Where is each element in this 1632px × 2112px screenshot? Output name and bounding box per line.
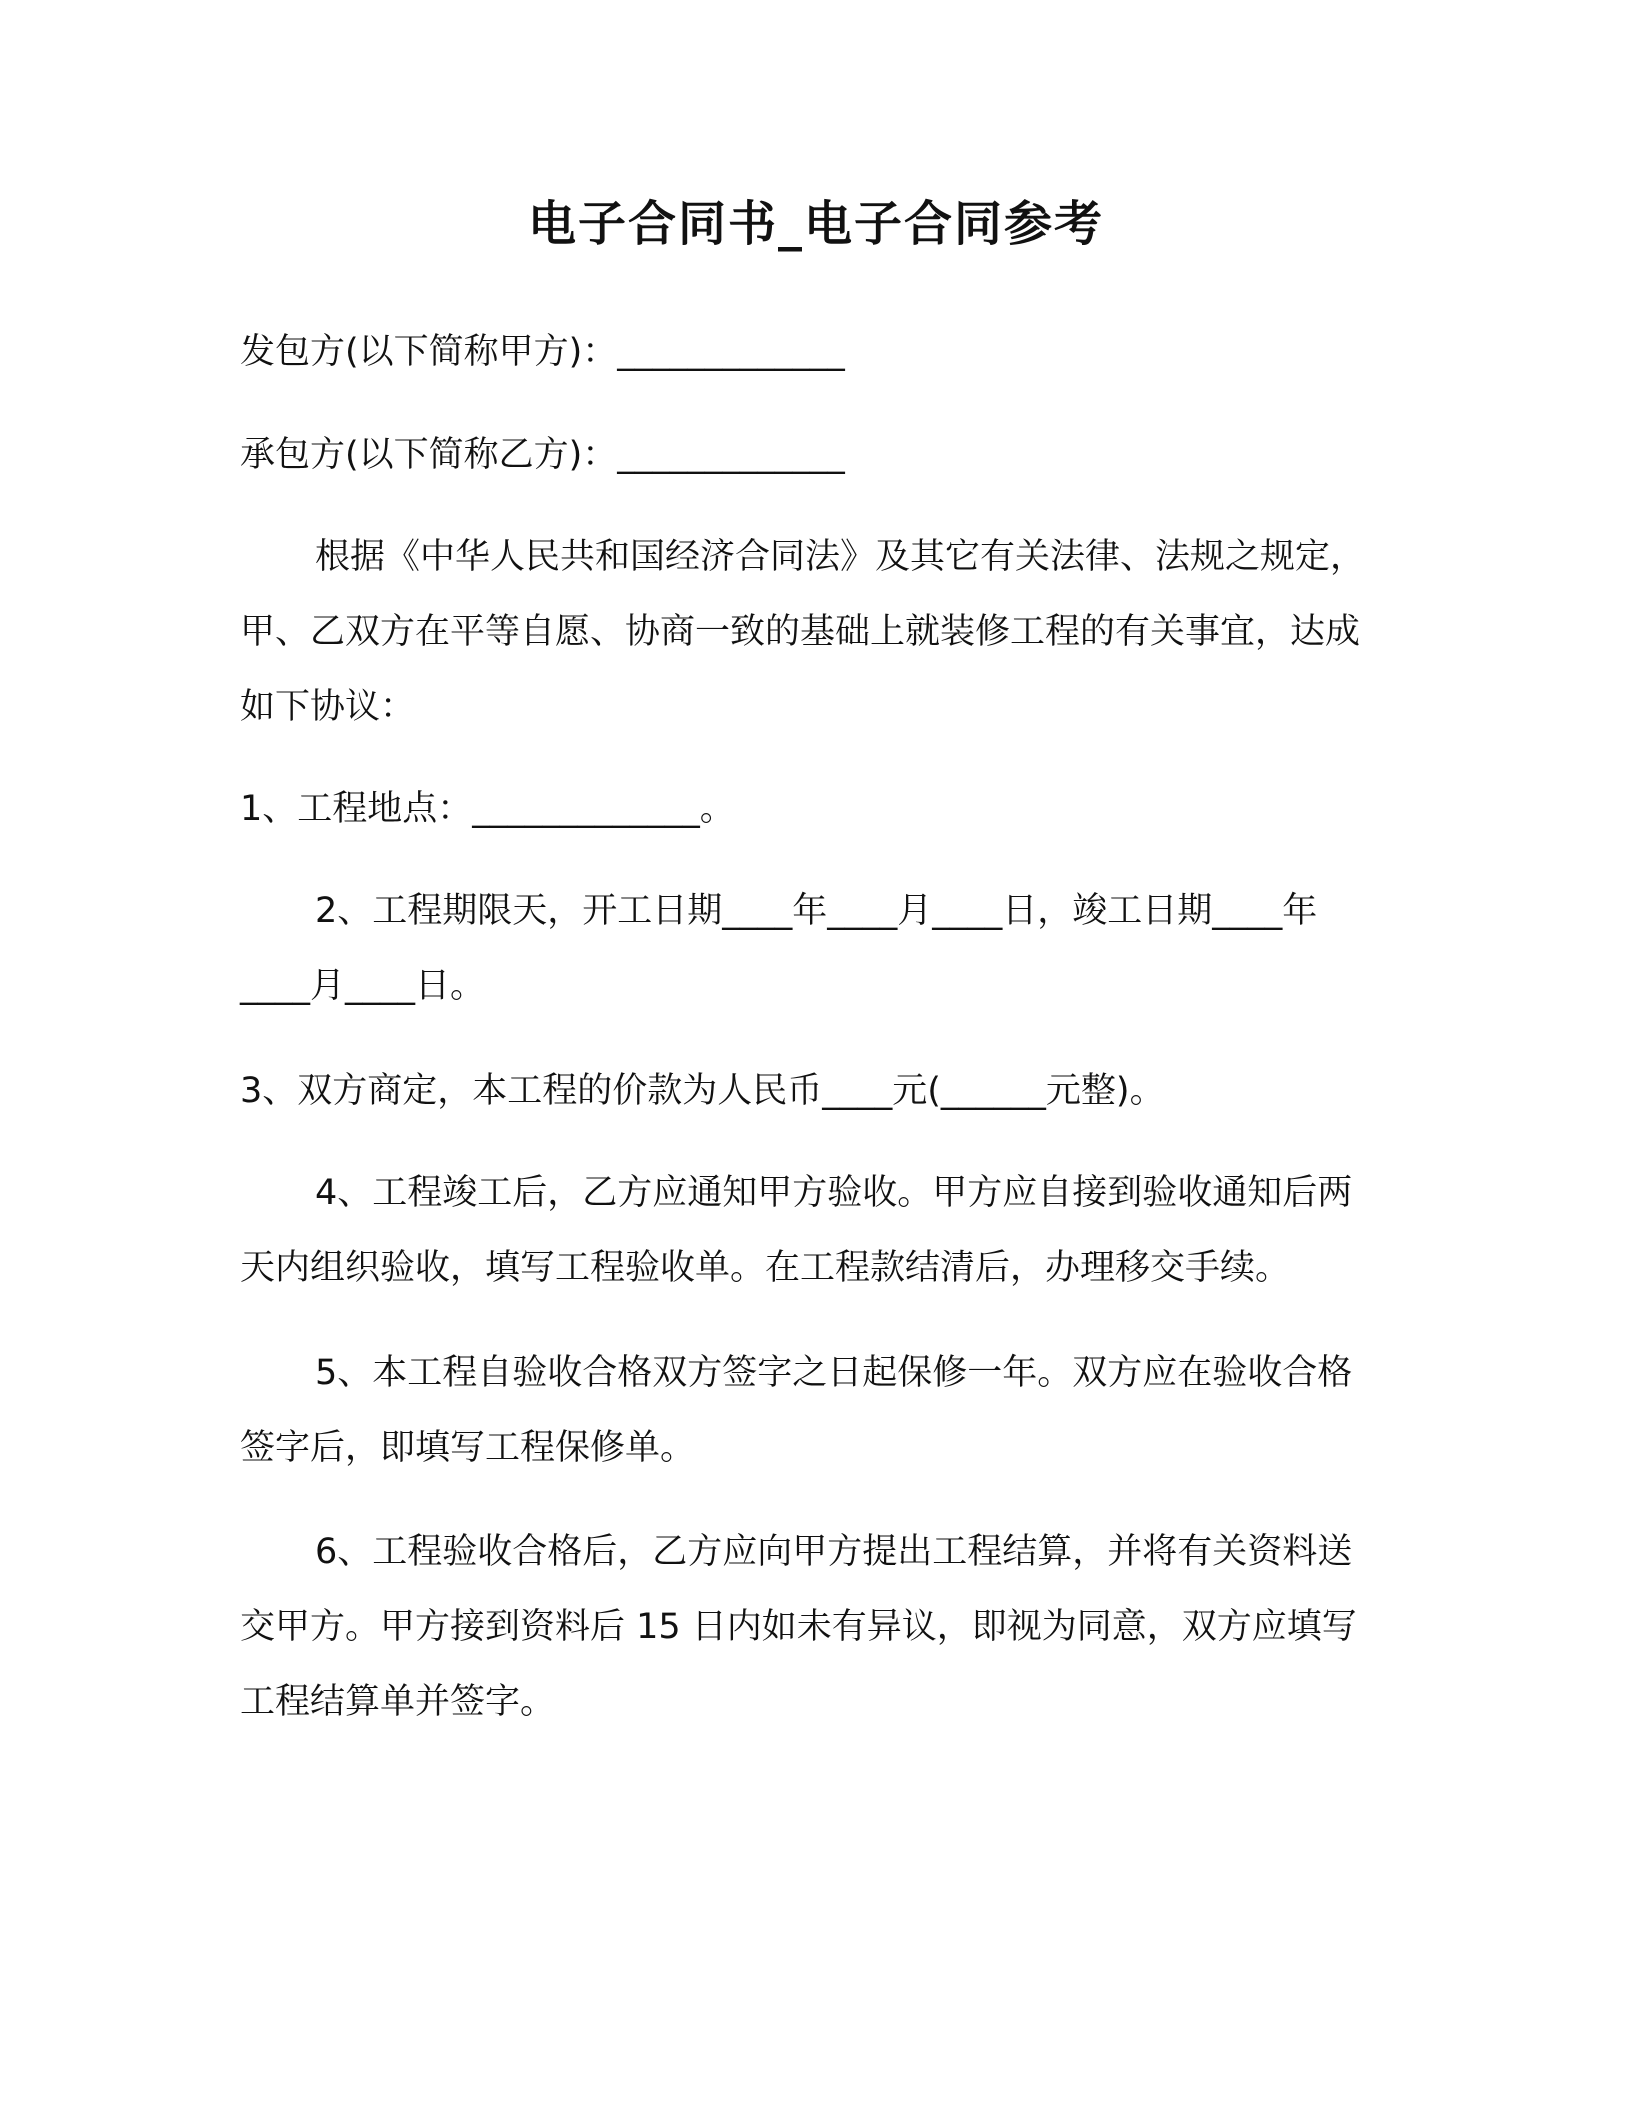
clause-3 [240, 1054, 1380, 1129]
clause-4 [240, 1156, 1380, 1306]
clause-2-text: 2、工程期限天，开工日期____年____月____日，竣工日期____年____月____日。 [240, 891, 1318, 1006]
clause-6 [240, 1515, 1380, 1740]
clause-5 [240, 1336, 1380, 1486]
clause-4-text: 4、工程竣工后，乙方应通知甲方验收。甲方应自接到验收通知后两天内组织验收，填写工程验收单。在工程款结清后，办理移交手续。 [240, 1173, 1353, 1288]
preamble-text: 根据《中华人民共和国经济合同法》及其它有关法律、法规之规定，甲、乙双方在平等自愿、协商一致的基础上就装修工程的有关事宜，达成如下协议： [240, 537, 1366, 727]
clause-5-text: 5、本工程自验收合格双方签字之日起保修一年。双方应在验收合格签字后，即填写工程保修单。 [240, 1353, 1353, 1468]
document-title: 电子合同书_电子合同参考 [527, 196, 1104, 252]
party-b-text: 承包方(以下简称乙方)：_____________ [240, 435, 845, 475]
party-b-line [240, 418, 1380, 493]
clause-1-text: 1、工程地点：_____________。 [240, 789, 735, 829]
clause-2 [240, 874, 1380, 1024]
clause-1 [240, 772, 1380, 847]
preamble-paragraph [240, 520, 1380, 745]
clause-3-text: 3、双方商定，本工程的价款为人民币____元(______元整)。 [240, 1071, 1165, 1111]
clause-6-text: 6、工程验收合格后，乙方应向甲方提出工程结算，并将有关资料送交甲方。甲方接到资料后 15 日内如未有异议，即视为同意，双方应填写工程结算单并签字。 [240, 1532, 1357, 1722]
party-a-line [240, 315, 1380, 390]
party-a-text: 发包方(以下简称甲方)：_____________ [240, 332, 845, 372]
